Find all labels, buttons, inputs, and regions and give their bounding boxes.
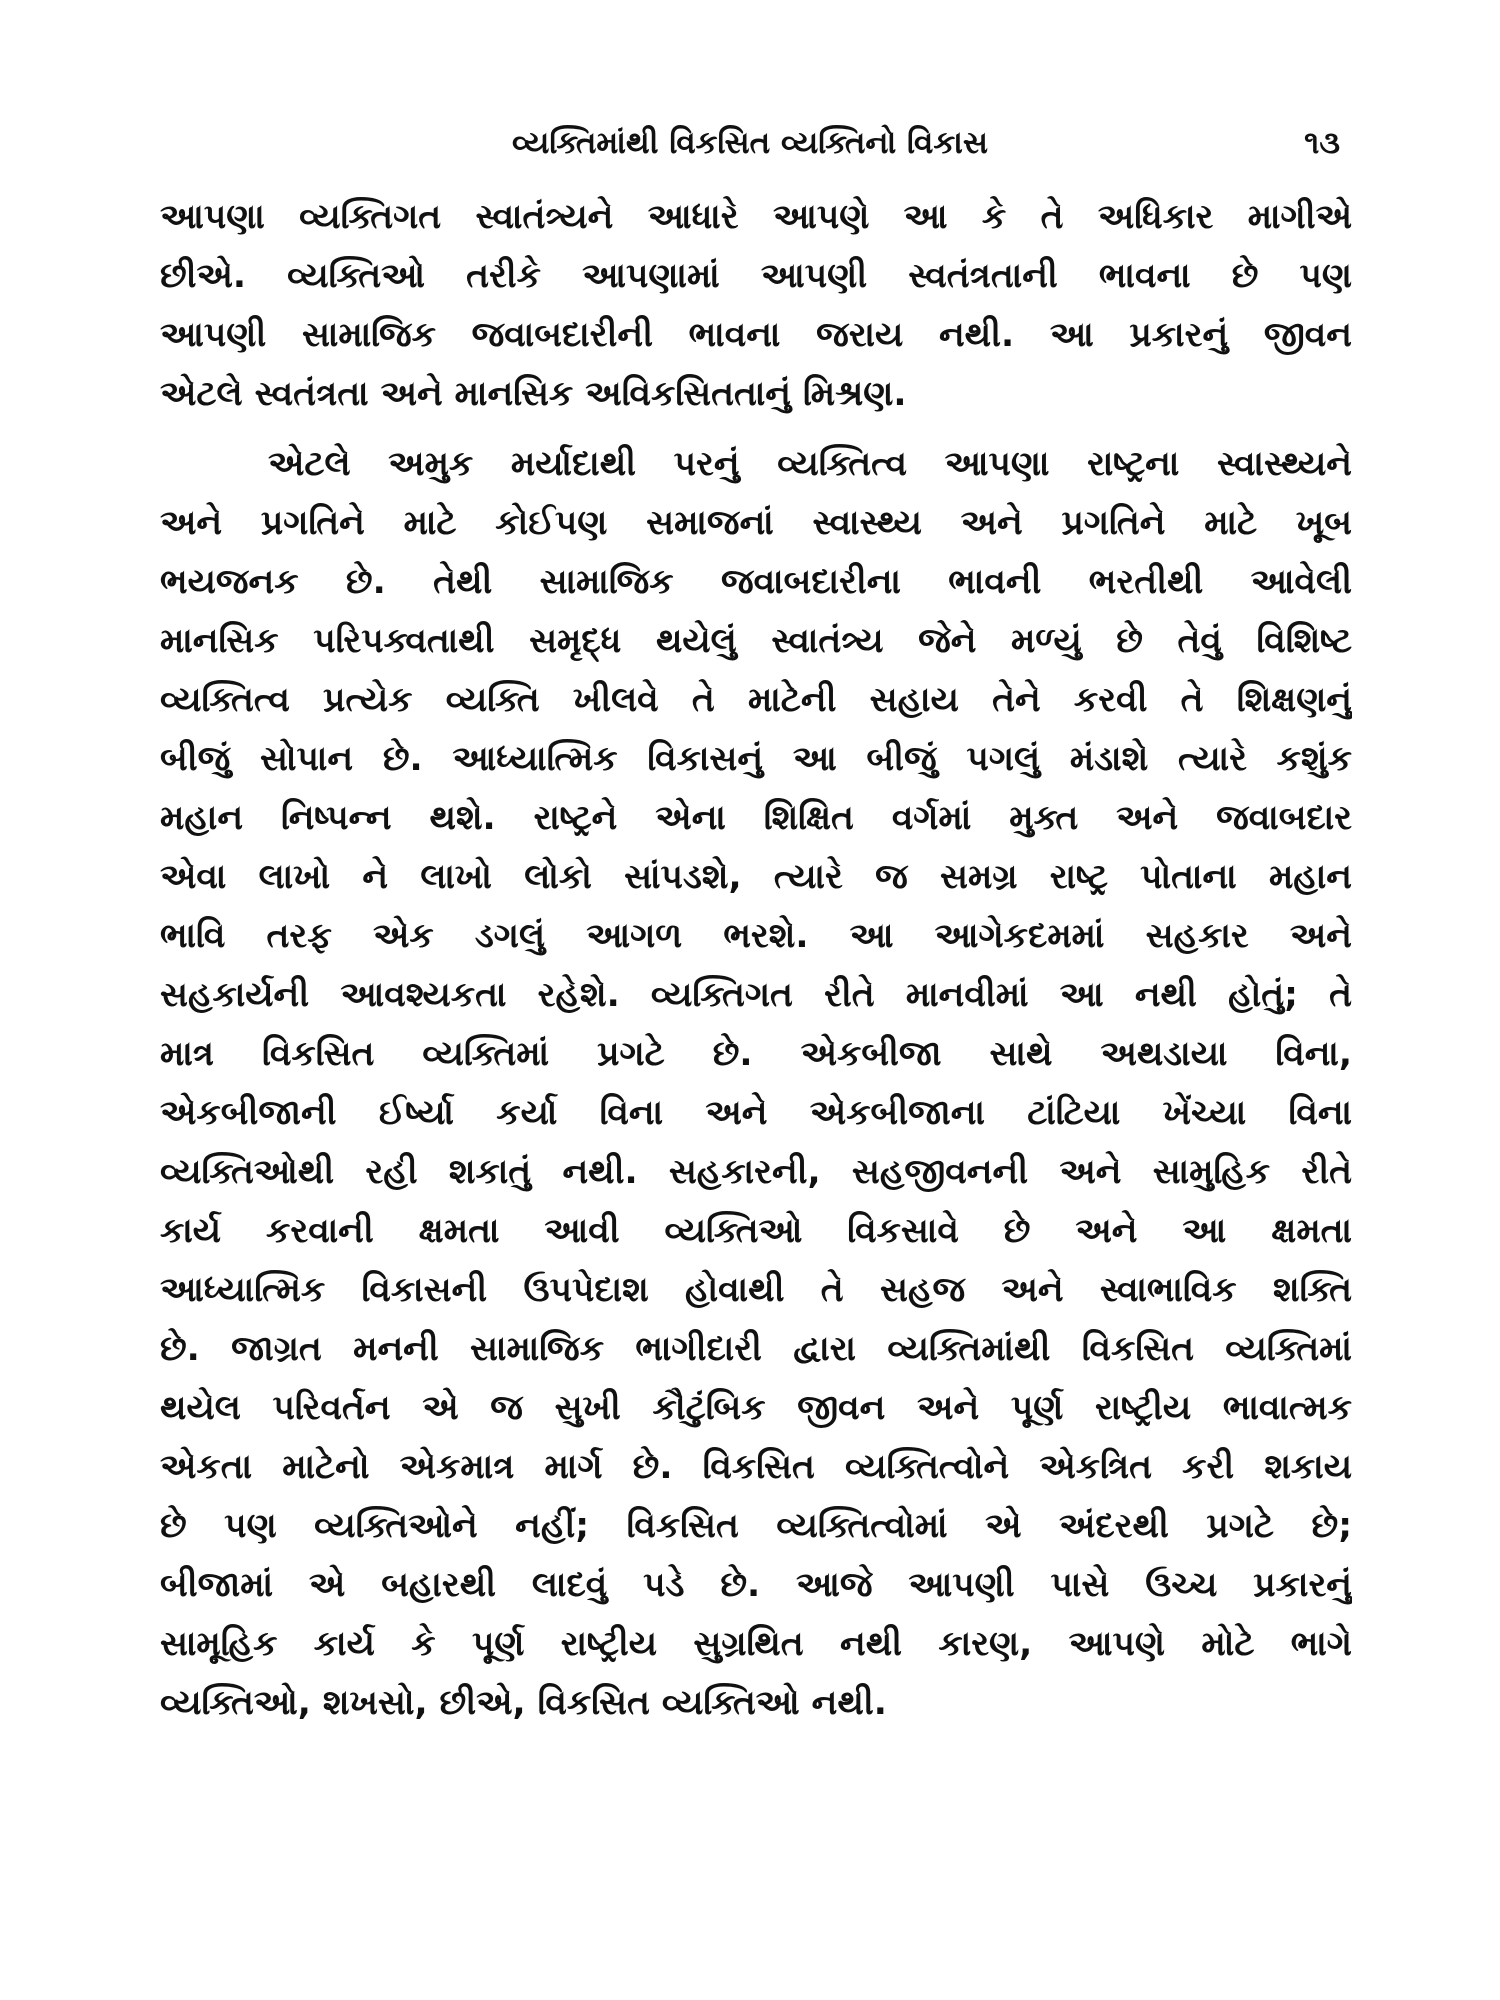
text-line: અને પ્રગતિને માટે કોઈપણ સમાજનાં સ્વાસ્થ્ય અને પ્રગતિને માટે ખૂબ: [160, 503, 1352, 543]
text-line: ભયજનક છે. તેથી સામાજિક જવાબદારીના ભાવની ભરતીથી આવેલી: [160, 562, 1352, 602]
text-line: સહકાર્યની આવશ્યકતા રહેશે. વ્યક્તિગત રીતે માનવીમાં આ નથી હોતું; તે: [160, 975, 1352, 1015]
paragraph-spacer: [160, 424, 1352, 435]
text-line: ભાવિ તરફ એક ડગલું આગળ ભરશે. આ આગેકદમમાં સહકાર અને: [160, 916, 1352, 956]
text-line: આધ્યાત્મિક વિકાસની ઉપપેદાશ હોવાથી તે સહજ અને સ્વાભાવિક શક્તિ: [160, 1270, 1352, 1310]
text-line: એવા લાખો ને લાખો લોકો સાંપડશે, ત્યારે જ સમગ્ર રાષ્ટ્ર પોતાના મહાન: [160, 857, 1352, 897]
text-line: માનસિક પરિપક્વતાથી સમૃદ્ધ થયેલું સ્વાતંત્ર્ય જેને મળ્યું છે તેવું વિશિષ્ટ: [160, 621, 1352, 661]
text-line: એટલે સ્વતંત્રતા અને માનસિક અવિકસિતતાનું મિશ્રણ.: [160, 374, 907, 414]
page-number: ૧૩: [1304, 125, 1340, 161]
text-line: વ્યક્તિઓથી રહી શકાતું નથી. સહકારની, સહજીવનની અને સામુહિક રીતે: [160, 1152, 1352, 1192]
text-line: છીએ. વ્યક્તિઓ તરીકે આપણામાં આપણી સ્વતંત્રતાની ભાવના છે પણ: [160, 256, 1352, 296]
paragraph-1: [160, 188, 1352, 424]
text-line: એકતા માટેનો એકમાત્ર માર્ગ છે. વિકસિત વ્યક્તિત્વોને એકત્રિત કરી શકાય: [160, 1447, 1352, 1487]
text-line: છે પણ વ્યક્તિઓને નહીં; વિકસિત વ્યક્તિત્વોમાં એ અંદરથી પ્રગટે છે;: [160, 1506, 1352, 1546]
text-line: સામૂહિક કાર્ય કે પૂર્ણ રાષ્ટ્રીય સુગ્રથિત નથી કારણ, આપણે મોટે ભાગે: [160, 1624, 1352, 1664]
text-line: બીજામાં એ બહારથી લાદવું પડે છે. આજે આપણી પાસે ઉચ્ચ પ્રકારનું: [160, 1565, 1352, 1605]
text-line: એટલે અમુક મર્યાદાથી પરનું વ્યક્તિત્વ આપણા રાષ્ટ્રના સ્વાસ્થ્યને: [268, 444, 1352, 484]
text-line: વ્યક્તિત્વ પ્રત્યેક વ્યક્તિ ખીલવે તે માટેની સહાય તેને કરવી તે શિક્ષણનું: [160, 680, 1352, 720]
text-line: છે. જાગ્રત મનની સામાજિક ભાગીદારી દ્વારા વ્યક્તિમાંથી વિકસિત વ્યક્તિમાં: [160, 1329, 1352, 1369]
text-line: કાર્ય કરવાની ક્ષમતા આવી વ્યક્તિઓ વિકસાવે છે અને આ ક્ષમતા: [160, 1211, 1352, 1251]
text-line: મહાન નિષ્પન્ન થશે. રાષ્ટ્રને એના શિક્ષિત વર્ગમાં મુક્ત અને જવાબદાર: [160, 798, 1352, 838]
text-line: થયેલ પરિવર્તન એ જ સુખી કૌટુંબિક જીવન અને પૂર્ણ રાષ્ટ્રીય ભાવાત્મક: [160, 1388, 1352, 1428]
text-line: માત્ર વિકસિત વ્યક્તિમાં પ્રગટે છે. એકબીજા સાથે અથડાયા વિના,: [160, 1034, 1352, 1074]
text-line: વ્યક્તિઓ, શખસો, છીએ, વિકસિત વ્યક્તિઓ નથી.: [160, 1683, 887, 1723]
text-line: આપણા વ્યક્તિગત સ્વાતંત્ર્યને આધારે આપણે આ કે તે અધિકાર માગીએ: [160, 197, 1352, 237]
text-line: આપણી સામાજિક જવાબદારીની ભાવના જરાય નથી. આ પ્રકારનું જીવન: [160, 315, 1352, 355]
paragraph-2: [160, 435, 1352, 1733]
running-title: વ્યક્તિમાંથી વિકસિત વ્યક્તિનો વિકાસ: [512, 125, 988, 161]
text-line: બીજું સોપાન છે. આધ્યાત્મિક વિકાસનું આ બીજું પગલું મંડાશે ત્યારે કશુંક: [160, 739, 1352, 779]
running-header: [160, 118, 1340, 168]
body-text: [160, 188, 1352, 1733]
text-line: એકબીજાની ઈર્ષ્યા કર્યા વિના અને એકબીજાના ટાંટિયા ખેંચ્યા વિના: [160, 1093, 1352, 1133]
